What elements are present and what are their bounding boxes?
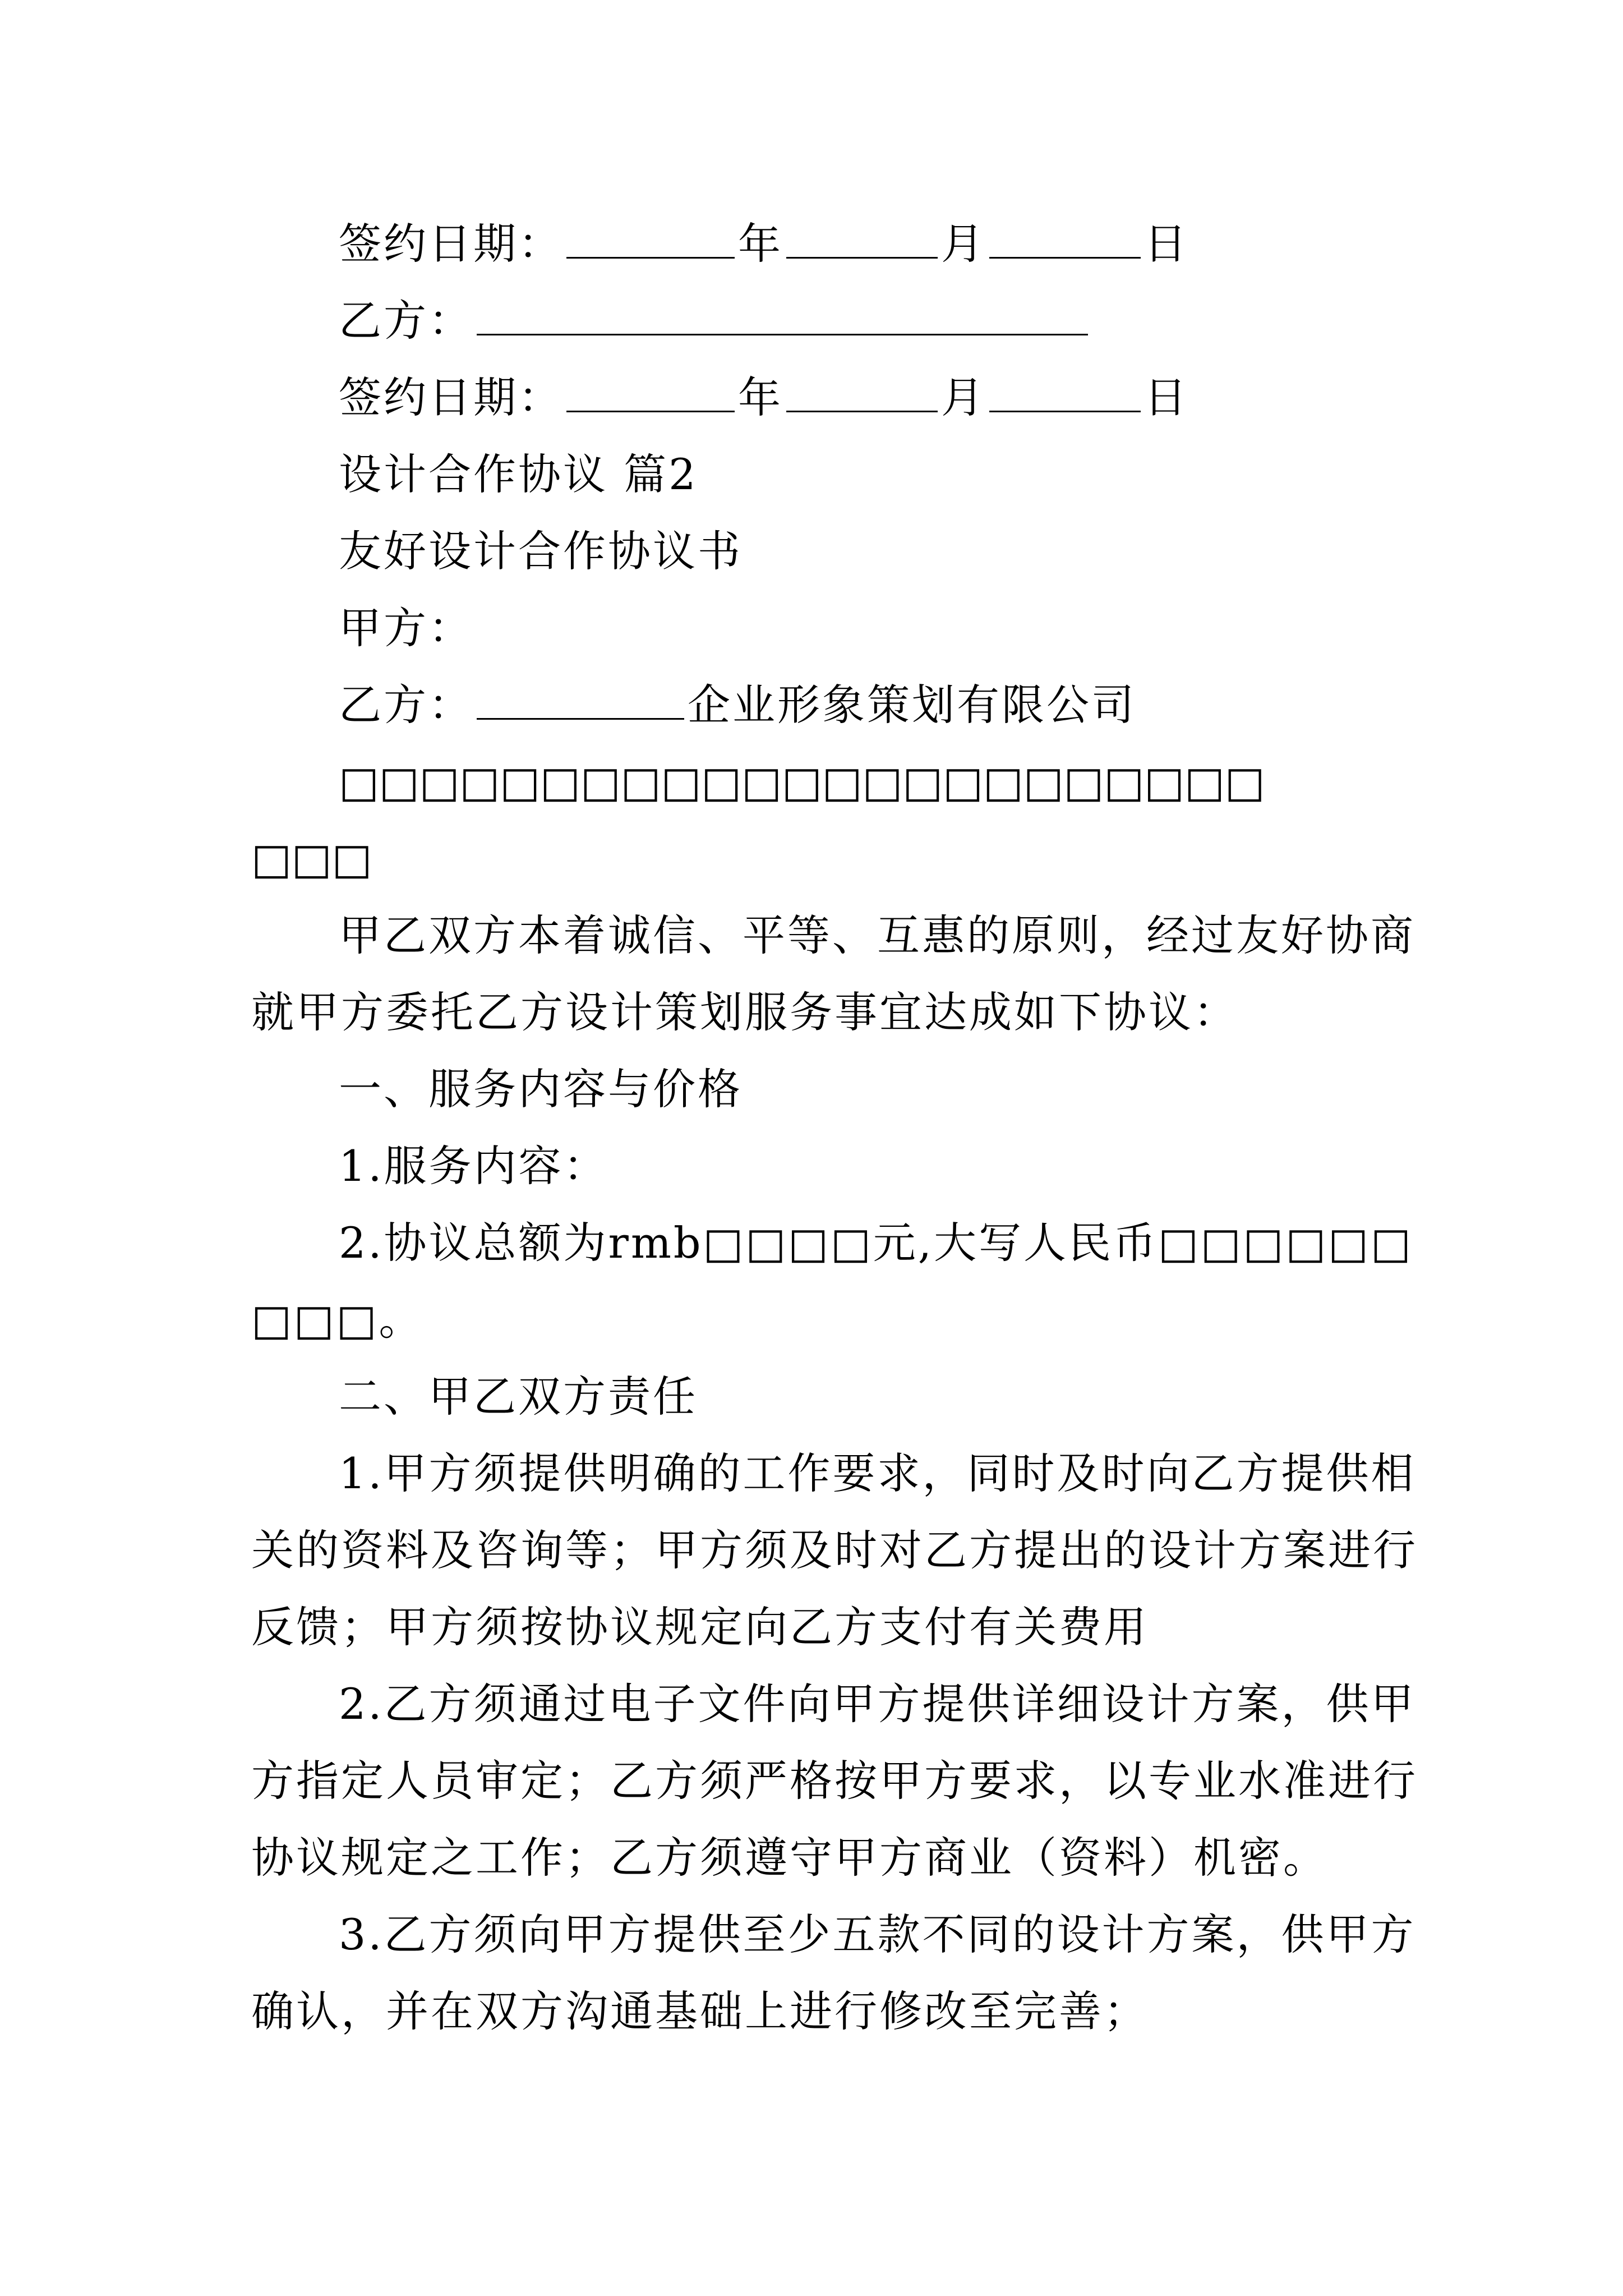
- sign-date-label: 签约日期：: [339, 219, 563, 269]
- item-total-amount-line-2: □□□。: [251, 1295, 424, 1345]
- document-title: 友好设计合作协议书: [339, 526, 743, 576]
- year-label: 年: [738, 372, 783, 422]
- day-label: 日: [1144, 372, 1189, 422]
- item-service-content: 1.服务内容：: [339, 1141, 608, 1191]
- year-blank: [566, 218, 735, 259]
- item-total-amount-line-1: 2.协议总额为rmb□□□□元,大写人民币□□□□□□: [339, 1218, 1413, 1268]
- day-blank: [989, 371, 1141, 412]
- day-blank: [989, 218, 1141, 259]
- party-b-label: 乙方：: [339, 680, 473, 730]
- month-label: 月: [941, 372, 986, 422]
- item-design-proposals-line-1: 3.乙方须向甲方提供至少五款不同的设计方案，供甲方: [339, 1910, 1416, 1959]
- day-label: 日: [1144, 219, 1189, 269]
- heading-service-content: 一、服务内容与价格: [339, 1064, 743, 1114]
- placeholder-boxes-line-1: □□□□□□□□□□□□□□□□□□□□□□□: [339, 757, 1265, 807]
- item-party-b-duty-line-3: 协议规定之工作；乙方须遵守甲方商业（资料）机密。: [251, 1833, 1328, 1883]
- month-blank: [786, 371, 938, 412]
- sign-date-label: 签约日期：: [339, 372, 563, 422]
- year-blank: [566, 371, 735, 412]
- party-b-company: 企业形象策划有限公司: [688, 680, 1136, 730]
- party-b-line-2: [339, 677, 1384, 733]
- intro-paragraph-line-2: 就甲方委托乙方设计策划服务事宜达成如下协议：: [251, 987, 1238, 1037]
- party-b-label: 乙方：: [339, 296, 473, 346]
- month-blank: [786, 218, 938, 259]
- heading-responsibilities: 二、甲乙双方责任: [339, 1372, 698, 1421]
- sign-date-line-1: [339, 216, 1384, 272]
- item-design-proposals-line-2: 确认，并在双方沟通基础上进行修改至完善；: [251, 1986, 1149, 2036]
- placeholder-boxes-line-2: □□□: [251, 834, 372, 884]
- item-party-a-duty-line-1: 1.甲方须提供明确的工作要求，同时及时向乙方提供相: [339, 1448, 1416, 1498]
- intro-paragraph-line-1: 甲乙双方本着诚信、平等、互惠的原则，经过友好协商: [339, 910, 1415, 960]
- party-b-blank: [477, 295, 1088, 335]
- item-party-b-duty-line-1: 2.乙方须通过电子文件向甲方提供详细设计方案，供甲: [339, 1679, 1416, 1729]
- item-party-a-duty-line-3: 反馈；甲方须按协议规定向乙方支付有关费用: [251, 1602, 1149, 1652]
- section-title: 设计合作协议 篇2: [339, 449, 698, 499]
- item-party-b-duty-line-2: 方指定人员审定；乙方须严格按甲方要求，以专业水准进行: [251, 1756, 1418, 1806]
- party-a-line: 甲方：: [339, 603, 473, 653]
- party-b-line-1: [339, 293, 1384, 349]
- item-party-a-duty-line-2: 关的资料及咨询等；甲方须及时对乙方提出的设计方案进行: [251, 1525, 1418, 1575]
- year-label: 年: [738, 219, 783, 269]
- party-b-blank: [477, 679, 684, 720]
- sign-date-line-2: [339, 370, 1384, 426]
- month-label: 月: [941, 219, 986, 269]
